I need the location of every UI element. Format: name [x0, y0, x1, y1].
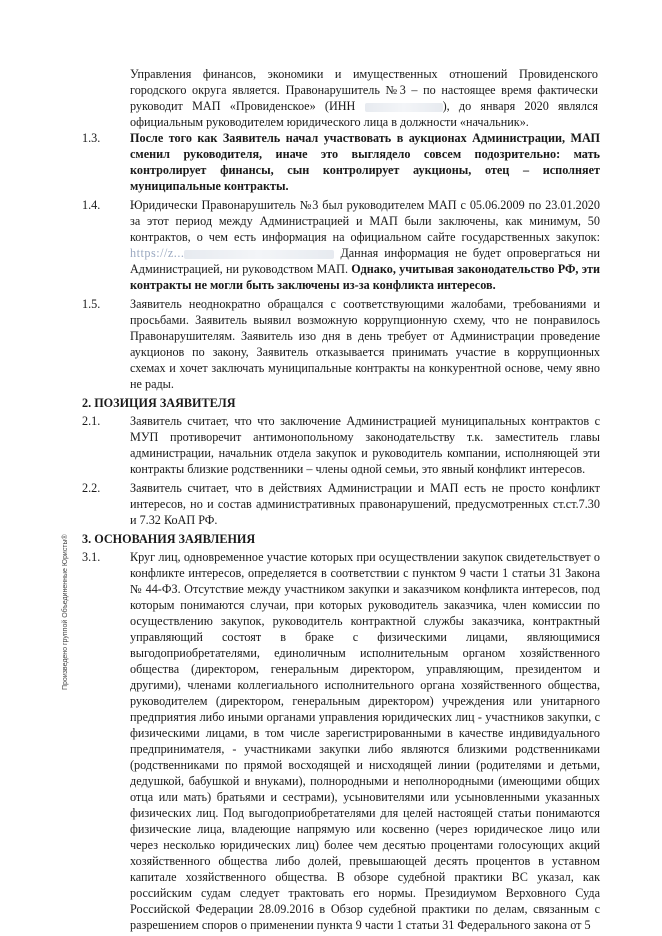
list-item [82, 130, 600, 194]
redacted-url-blur [184, 250, 334, 259]
item-text: Заявитель считает, что в действиях Администрации и МАП есть не просто конфликт интересов, но и состав административных правонарушений, предусмотренных ст.ст.7.30 и 7.32 КоАП РФ. [130, 481, 600, 527]
item-number: 1.3. [82, 131, 101, 145]
item-text [130, 197, 600, 293]
redacted-inn [365, 103, 443, 112]
list-item [82, 296, 600, 392]
items-block-1 [82, 130, 600, 936]
item-text-part: Данная информация не будет опровергаться ни Администрацией, ни руководством МАП. [130, 246, 600, 276]
item-text: После того как Заявитель начал участвовать в аукционах Администрации, МАП сменил руководителя, иначе это выглядело совсем подозрительно: мать контролирует финансы, сын контролирует аукционы, отец – исполняет муниципальные контракты. [130, 131, 600, 193]
list-item [82, 480, 600, 528]
item-number: 2.1. [82, 414, 101, 428]
item-text: Заявитель считает, что что заключение Администрацией муниципальных контрактов с МУП противоречит антимонопольному законодательству т.к. заместитель главы администрации, начальник отдела закупок и руководитель компании, исполняющей эти контракты близкие родственники – члены одной семьи, это явный конфликт интересов. [130, 414, 600, 476]
item-number: 2.2. [82, 481, 101, 495]
item-text: Круг лиц, одновременное участие которых при осуществлении закупок свидетельствует о конфликте интересов, определяется в соответствии с пунктом 9 части 1 статьи 31 Закона № 44-ФЗ. Отсутствие между участником закупки и заказчиком конфликта интересов, под которым понимаются случаи, при которых руководитель заказчика, член комиссии по осуществлению закупок, руководитель контрактной службы заказчика, контрактный управляющий состоят в браке с физическими лицами, являющимися выгодоприобретателями, единоличным исполнительным органом хозяйственного общества (директором, генеральным директором, управляющим, президентом и другими), членами коллегиального исполнительного органа хозяйственного общества, руководителем (директором, генеральным директором) учреждения или унитарного предприятия либо иными органами управления юридических лиц - участников закупки, с физическими лицами, в том числе зарегистрированными в качестве индивидуального предпринимателя, - участниками закупки либо являются близкими родственниками (родственниками по прямой восходящей и нисходящей линии (родителями и детьми, дедушкой, бабушкой и внуками), полнородными и неполнородными (имеющими общих отца или мать) братьями и сестрами), усыновителями или усыновленными указанных физических лиц. Под выгодоприобретателями для целей настоящей статьи понимаются физические лица, владеющие напрямую или косвенно (через юридическое лицо или через несколько юридических лиц) более чем десятью процентами голосующих акций хозяйственного общества либо долей, превышающей десять процентов в уставном капитале хозяйственного общества. В обзоре судебной практики ВС указал, как российским судам следует трактовать его нормы. Президиумом Верховного Суда Российской Федерации 28.09.2016 в Обзор судебной практики по делам, связанным с разрешением споров о применении пункта 9 части 1 статьи 31 Федерального закона от 5 [130, 550, 600, 932]
item-text-part: Юридически Правонарушитель №3 был руководителем МАП с 05.06.2009 по 23.01.2020 за этот период между Администрацией и МАП были заключены, как минимум, 50 контрактов, о чем есть информация на официальном сайте государственных закупок: [130, 198, 600, 244]
section-3-heading: 3. ОСНОВАНИЯ ЗАЯВЛЕНИЯ [82, 532, 256, 546]
intro-paragraph [130, 66, 598, 130]
item-number: 1.5. [82, 297, 101, 311]
side-watermark-note: Произведено группой Объединенные Юристы® [62, 534, 69, 690]
item-number: 3.1. [82, 550, 101, 564]
list-item [82, 413, 600, 477]
intro-text-2: ), до января 2020 являлся официальным руководителем юридического лица в должности «начальник». [130, 99, 598, 129]
list-item [82, 197, 600, 293]
item-number: 1.4. [82, 198, 101, 212]
intro-text-1: Управления финансов, экономики и имущественных отношений Провиденского городского округа является. Правонарушитель №3 – по настоящее время фактически руководит МАП «Провиденское» (ИНН [130, 67, 598, 113]
section-2-heading: 2. ПОЗИЦИЯ ЗАЯВИТЕЛЯ [82, 396, 236, 410]
redacted-link[interactable]: https://z... [130, 246, 185, 260]
item-text: Заявитель неоднократно обращался с соответствующими жалобами, требованиями и просьбами. Заявитель выявил возможную коррупционную схему, что не понравилось Правонарушителям. Заявитель изо дня в день требует от Администрации проведение аукционов по закону, Заявитель отказывается принимать участие в коррупционных схемах и хочет заключать муниципальные контракты на конкурентной основе, чему явно не рады. [130, 297, 600, 391]
item-text-bold-part: Однако, учитывая законодательство РФ, эти контракты не могли быть заключены из-за конфликта интересов. [130, 262, 600, 292]
list-item [82, 549, 600, 933]
